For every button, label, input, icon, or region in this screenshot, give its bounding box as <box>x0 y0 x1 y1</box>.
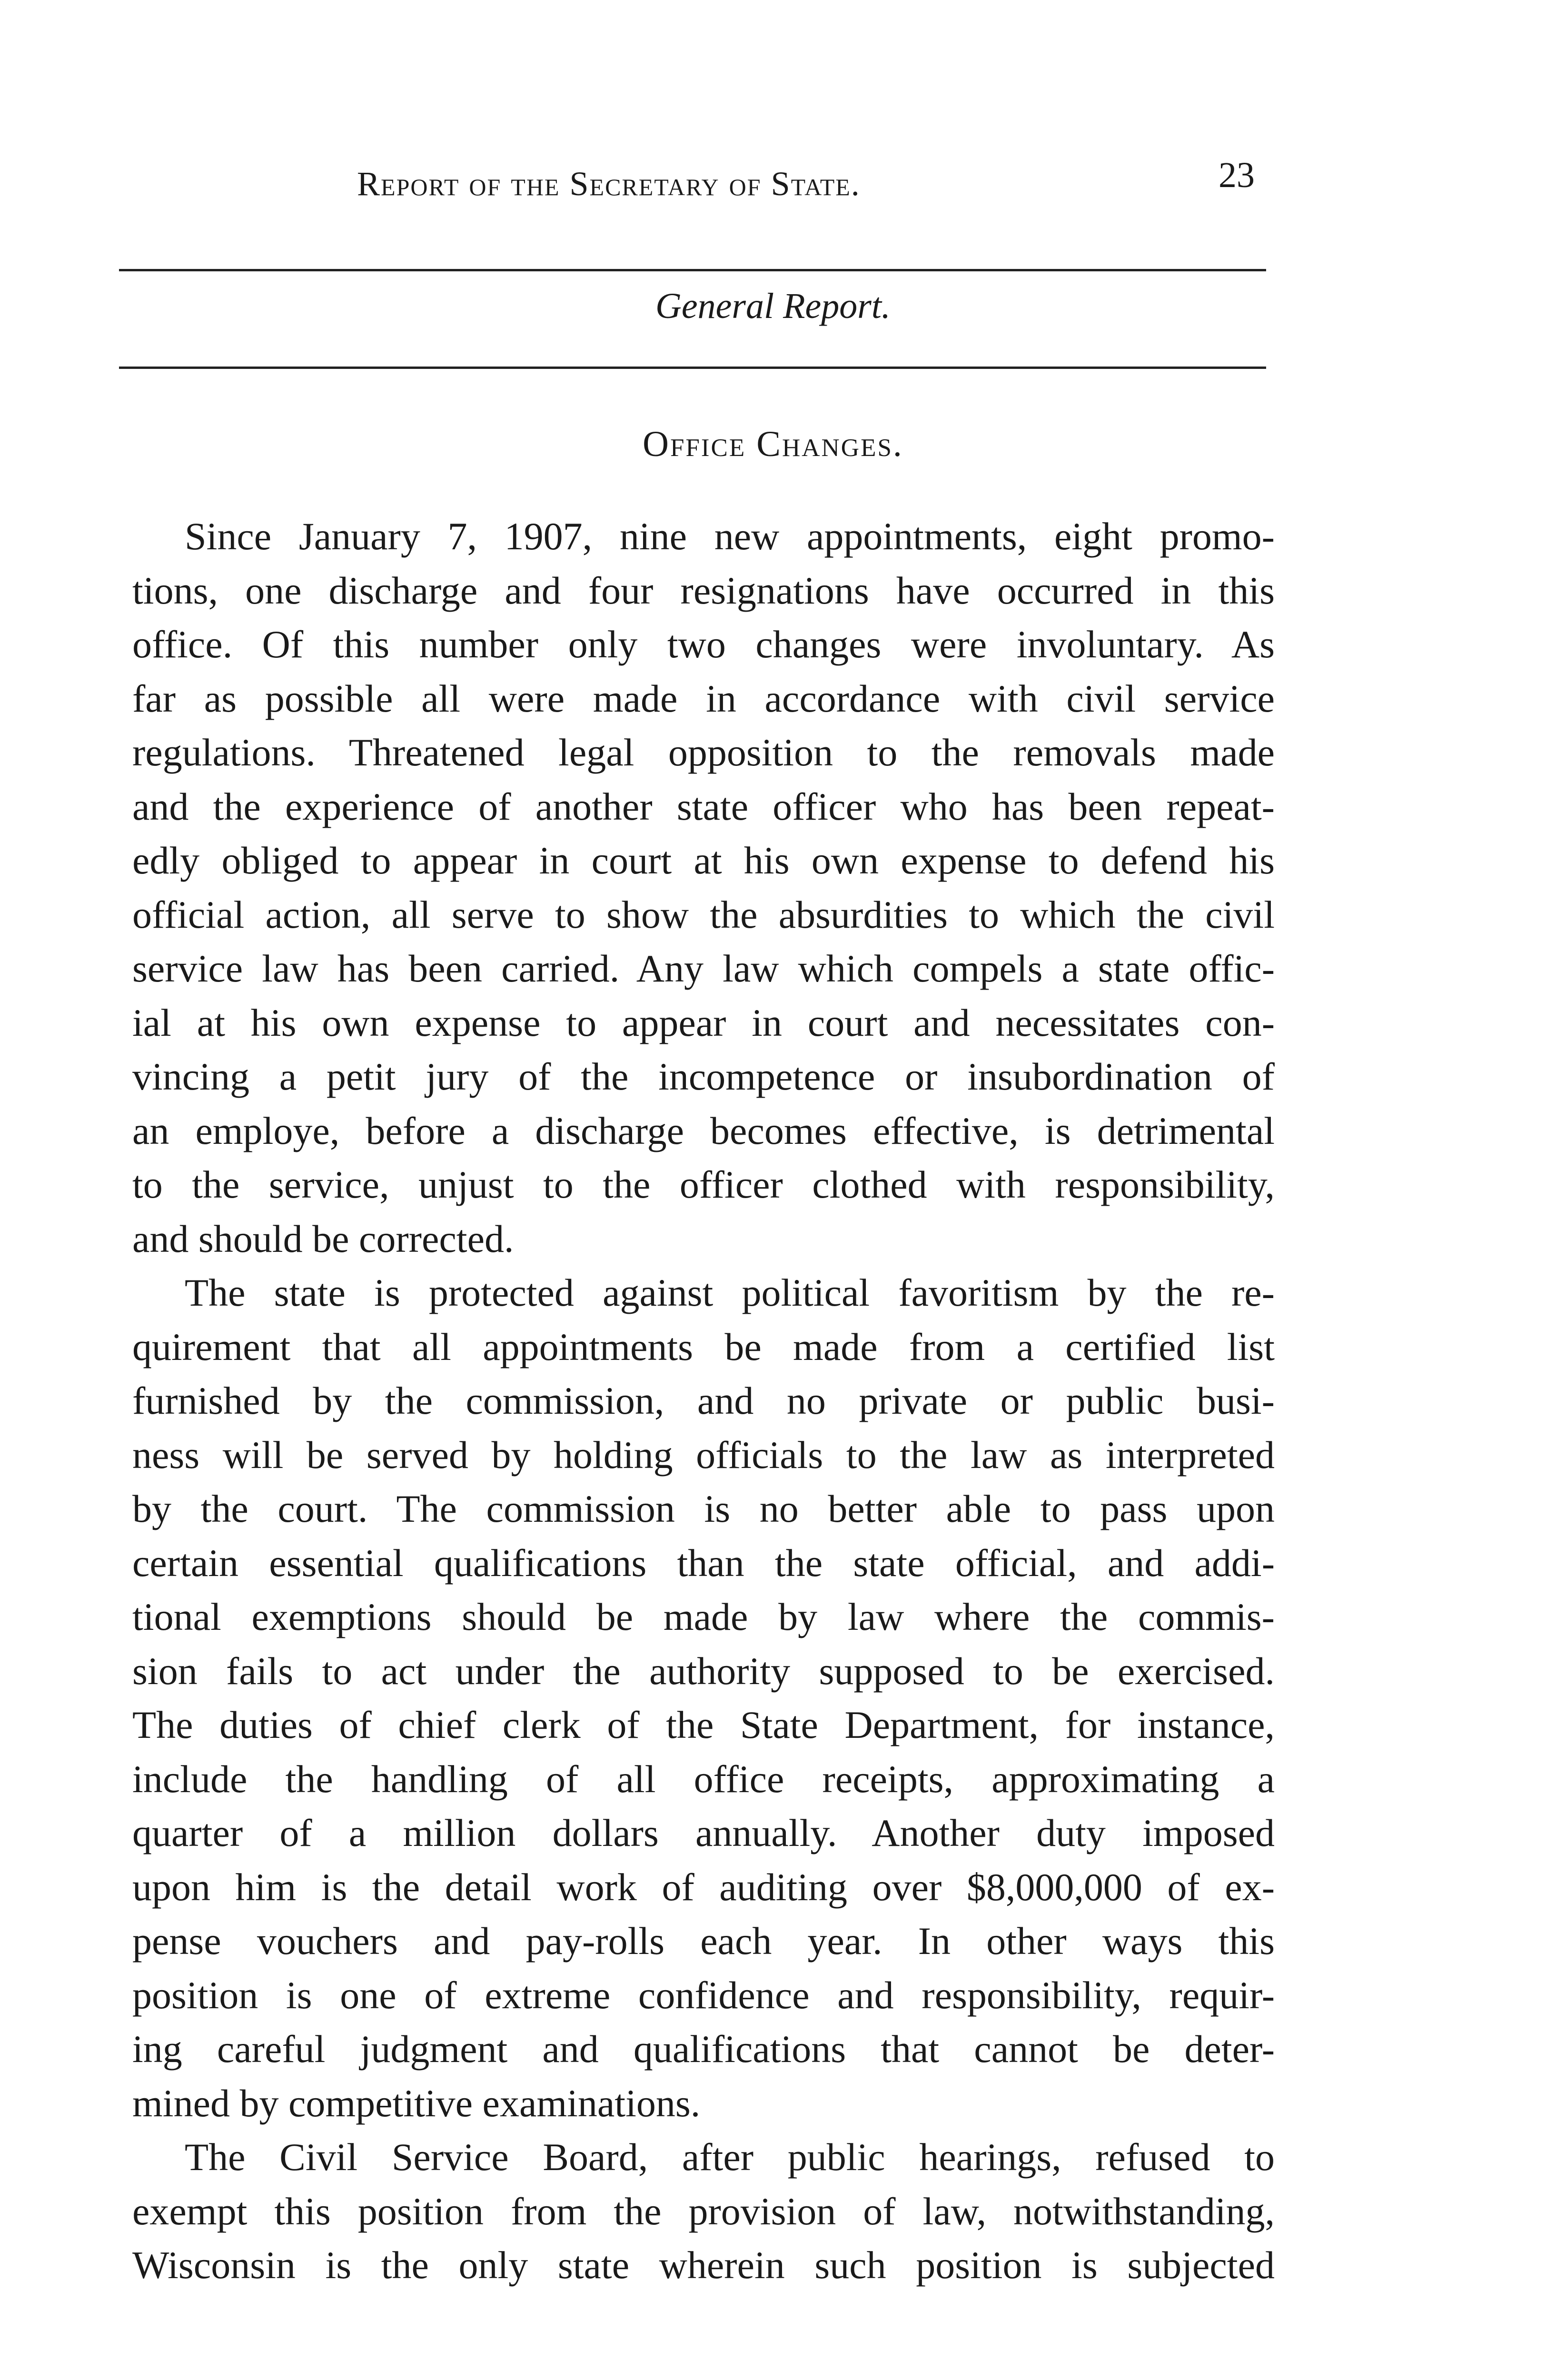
text-line: Wisconsin is the only state wherein such position is subjected <box>132 2243 1275 2287</box>
text-line: furnished by the commission, and no private or public busi- <box>132 1379 1275 1422</box>
text-line: position is one of extreme confidence and responsibility, requir- <box>132 1973 1275 2017</box>
text-line: office. Of this number only two changes were involuntary. As <box>132 623 1275 666</box>
text-line: and the experience of another state officer who has been repeat- <box>132 784 1275 828</box>
text-line: include the handling of all office receipts, approximating a <box>132 1757 1275 1801</box>
body-text <box>132 509 1275 2292</box>
text-line: The Civil Service Board, after public hearings, refused to <box>185 2135 1275 2179</box>
text-line: quirement that all appointments be made from a certified list <box>132 1325 1275 1368</box>
paragraph <box>132 1266 1275 2130</box>
section-heading: Office Changes. <box>643 424 903 464</box>
text-line: upon him is the detail work of auditing over $8,000,000 of ex- <box>132 1865 1275 1909</box>
text-line: The state is protected against political favoritism by the re- <box>185 1271 1275 1314</box>
text-line: service law has been carried. Any law which compels a state offic- <box>132 947 1275 990</box>
text-line: ness will be served by holding officials to the law as interpreted <box>132 1433 1275 1477</box>
text-line: and should be corrected. <box>132 1217 514 1260</box>
text-line: The duties of chief clerk of the State Department, for instance, <box>132 1703 1275 1746</box>
text-line: edly obliged to appear in court at his own expense to defend his <box>132 839 1275 882</box>
text-line: tional exemptions should be made by law where the commis- <box>132 1595 1275 1638</box>
text-line: an employe, before a discharge becomes effective, is detrimental <box>132 1109 1275 1152</box>
running-title: Report of the Secretary of State. <box>357 165 861 203</box>
paragraph <box>132 509 1275 1266</box>
text-line: pense vouchers and pay-rolls each year. In other ways this <box>132 1919 1275 1963</box>
text-line: far as possible all were made in accordance with civil service <box>132 676 1275 720</box>
header-rule-top <box>119 269 1266 271</box>
text-line: ing careful judgment and qualifications that cannot be deter- <box>132 2027 1275 2071</box>
text-line: sion fails to act under the authority supposed to be exercised. <box>132 1649 1275 1693</box>
text-line: by the court. The commission is no better able to pass upon <box>132 1487 1275 1530</box>
text-line: official action, all serve to show the absurdities to which the civil <box>132 892 1275 936</box>
text-line: regulations. Threatened legal opposition to the removals made <box>132 731 1275 774</box>
text-line: mined by competitive examinations. <box>132 2081 701 2125</box>
text-line: tions, one discharge and four resignations have occurred in this <box>132 568 1275 612</box>
text-line: certain essential qualifications than the state official, and addi- <box>132 1541 1275 1585</box>
section-label: General Report. <box>655 286 891 326</box>
paragraph <box>132 2130 1275 2292</box>
text-line: to the service, unjust to the officer clothed with responsibility, <box>132 1163 1275 1206</box>
text-line: quarter of a million dollars annually. Another duty imposed <box>132 1811 1275 1854</box>
text-line: exempt this position from the provision of law, notwithstanding, <box>132 2189 1275 2233</box>
text-line: Since January 7, 1907, nine new appointments, eight promo- <box>185 515 1275 558</box>
text-line: vincing a petit jury of the incompetence or insubordination of <box>132 1055 1275 1098</box>
text-line: ial at his own expense to appear in court and necessitates con- <box>132 1001 1275 1044</box>
page-number: 23 <box>1219 155 1255 195</box>
header-rule-bottom <box>119 367 1266 369</box>
